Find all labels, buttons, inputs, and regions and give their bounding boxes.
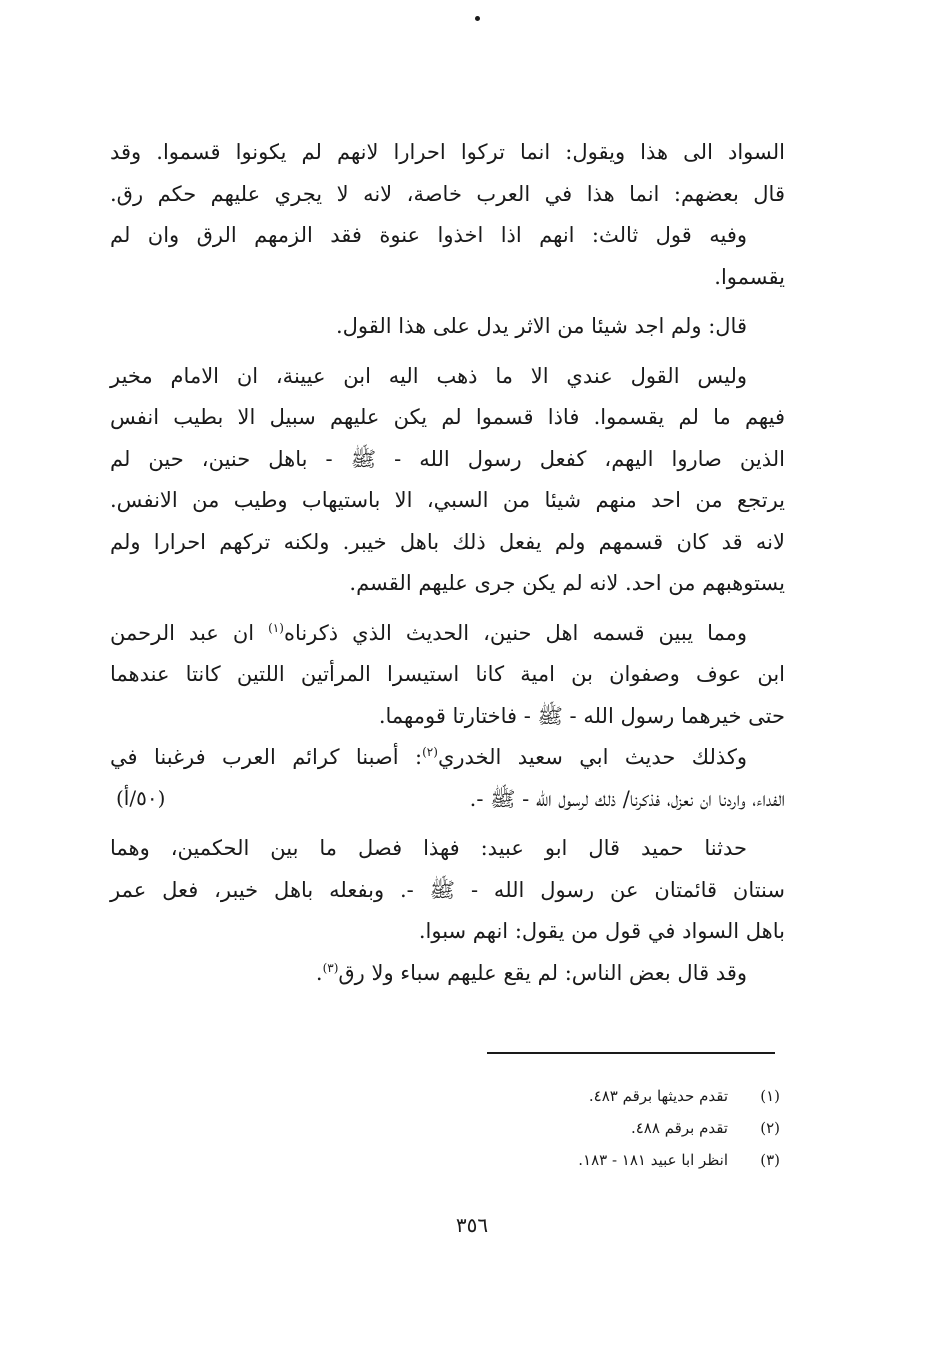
- text-line: فيهم ما لم يقسموا. فاذا قسموا لم يكن عليهم سبيل الا بطيب انفس: [110, 405, 785, 429]
- footnote-number: (١): [760, 1087, 780, 1105]
- text-line: سنتان قائمتان عن رسول الله - ﷺ -. وبفعله باهل خيبر، فعل عمر: [110, 877, 785, 902]
- text-line: الذين صاروا اليهم، كفعل رسول الله - ﷺ - باهل حنين، حين لم: [110, 446, 785, 471]
- text-line: يستوهبهم من احد. لانه لم يكن جرى عليهم القسم.: [349, 571, 785, 595]
- footnote-text: تقدم برقم ٤٨٨.: [630, 1119, 728, 1137]
- text-segment: وقد قال بعض الناس: لم يقع عليهم سباء ولا رق: [338, 960, 747, 985]
- footnote-ref: (٣): [322, 960, 339, 975]
- footnote-text: انظر ابا عبيد ١٨١ - ١٨٣.: [578, 1151, 728, 1169]
- text-line: يرتجع من احد منهم شيئا من السبي، الا باستيهاب وطيب من الانفس.: [110, 488, 785, 512]
- text-line: حدثنا حميد قال ابو عبيد: فهذا فصل ما بين الحكمين، وهما: [110, 836, 747, 860]
- footnote-divider: [487, 1052, 775, 1054]
- text-segment: ان عبد الرحمن: [110, 620, 269, 645]
- text-line: الفداء، واردنا ان نعزل، فذكرنا/ ذلك لرسول الله - ﷺ -.: [469, 786, 785, 811]
- text-line: [110, 737, 785, 779]
- footnote-item: [440, 1112, 780, 1144]
- main-text: [110, 132, 785, 994]
- footnote-number: (٣): [760, 1151, 780, 1169]
- text-segment: وكذلك حديث ابي سعيد الخدري: [437, 745, 748, 769]
- footnote-ref: (١): [268, 620, 284, 635]
- text-line: ابن عوف وصفوان بن امية كانا استيسرا المرأتين اللتين كانتا عندهما: [110, 662, 785, 686]
- text-line: [110, 953, 785, 995]
- text-line: حتى خيرهما رسول الله - ﷺ - فاختارتا قومهما.: [378, 703, 785, 728]
- marginal-folio-ref: (٥٠/أ): [116, 786, 166, 810]
- footnotes: [440, 1080, 780, 1176]
- text-segment: .: [315, 960, 323, 985]
- page-dot-mark: [475, 16, 480, 21]
- text-line: قال: ولم اجد شيئا من الاثر يدل على هذا القول.: [335, 314, 747, 338]
- text-line: السواد الى هذا ويقول: انما تركوا احرارا لانهم لم يكونوا قسموا. وقد: [110, 140, 785, 164]
- footnote-text: تقدم حديثها برقم ٤٨٣.: [588, 1087, 728, 1105]
- text-line: لانه قد كان قسمهم ولم يفعل ذلك باهل خيبر. ولكنه تركهم احرارا ولم: [110, 529, 785, 554]
- text-segment: ومما يبين قسمه اهل حنين، الحديث الذي ذكرناه: [283, 620, 747, 645]
- footnote-ref: (٢): [422, 745, 438, 759]
- text-line: وفيه قول ثالث: انهم اذا اخذوا عنوة فقد الزمهم الرق وان لم: [110, 223, 747, 247]
- text-line: [110, 613, 785, 655]
- footnote-item: [440, 1144, 780, 1176]
- footnote-number: (٢): [760, 1119, 780, 1137]
- page-number: ٣٥٦: [455, 1213, 489, 1237]
- footnote-item: [440, 1080, 780, 1112]
- text-line: قال بعضهم: انما هذا في العرب خاصة، لانه لا يجري عليهم حكم رق.: [110, 181, 785, 206]
- text-line: باهل السواد في قول من يقول: انهم سبوا.: [418, 919, 785, 943]
- text-line: وليس القول عندي الا ما ذهب اليه ابن عيينة، ان الامام مخير: [110, 363, 747, 388]
- text-segment: : أصبنا كرائم العرب فرغبنا في: [110, 745, 423, 769]
- text-line: يقسموا.: [714, 264, 785, 289]
